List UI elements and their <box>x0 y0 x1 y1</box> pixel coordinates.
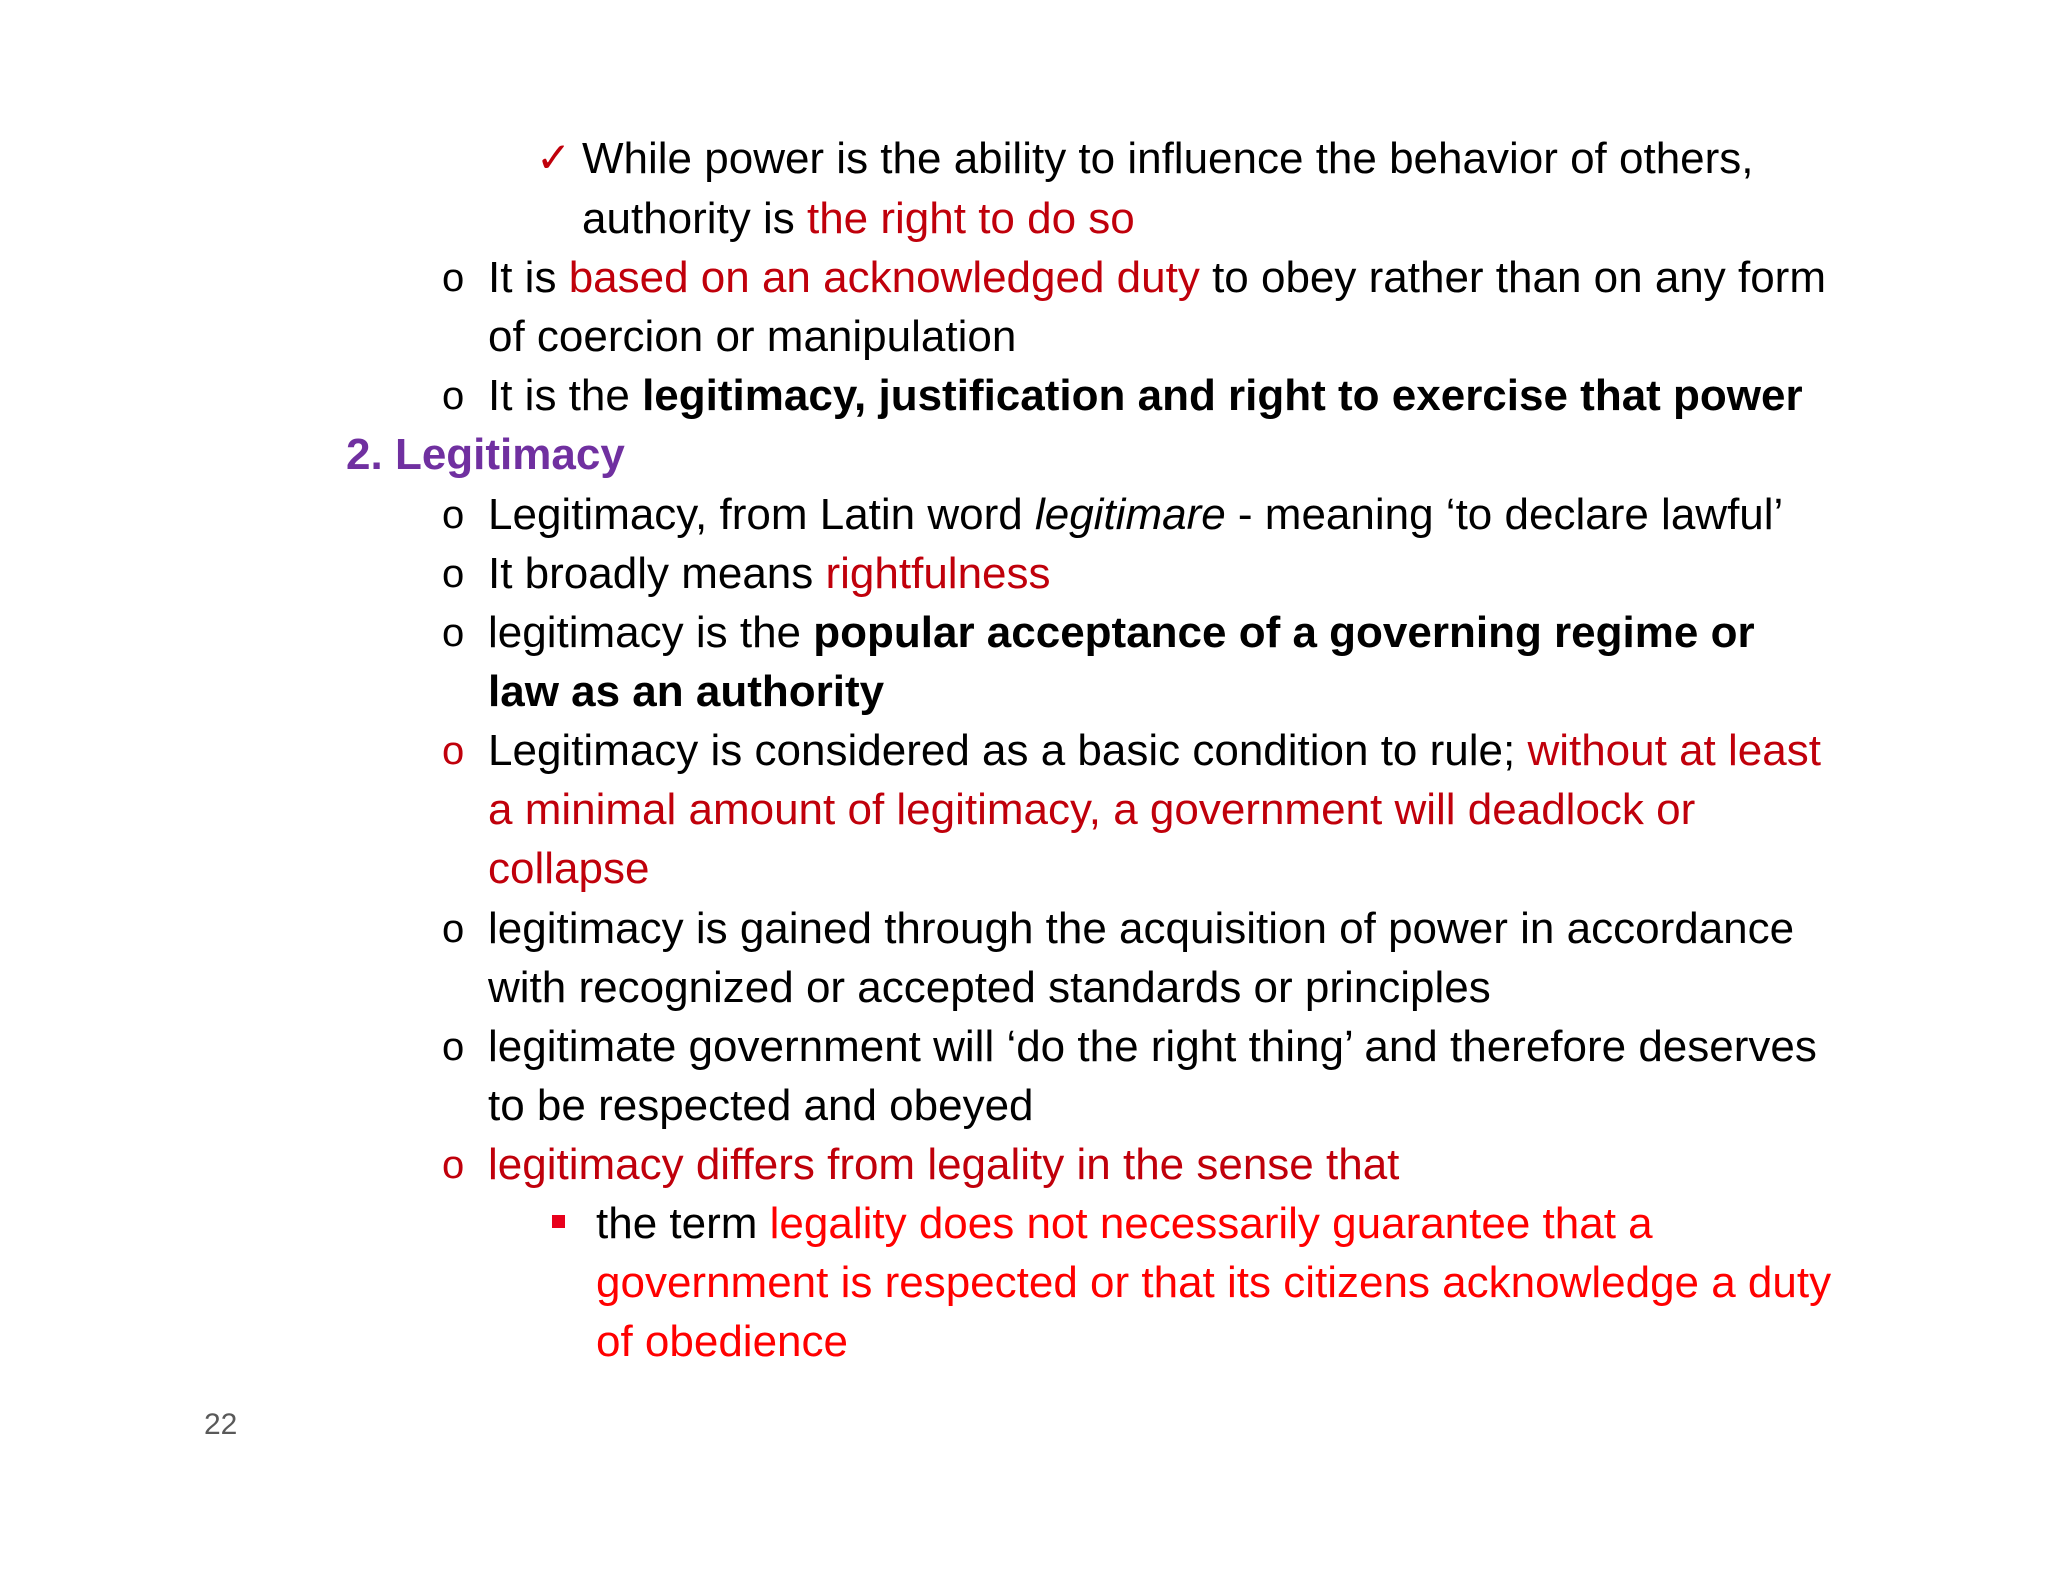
check-item-line-2: authority is the right to do so <box>582 194 1135 243</box>
sub-bullet-line-3: of obedience <box>596 1317 848 1366</box>
bullet-5-line-1: legitimacy is the popular acceptance of a governing regime or <box>488 608 1755 657</box>
bullet-6-line-3: collapse <box>488 844 650 893</box>
page-number: 22 <box>204 1408 238 1441</box>
bullet-7-line-1: legitimacy is gained through the acquisition of power in accordance <box>488 904 1795 953</box>
bullet-1-line-1: It is based on an acknowledged duty to obey rather than on any form <box>488 253 1826 302</box>
circle-bullet-icon: o <box>442 907 465 951</box>
bullet-1-line-2: of coercion or manipulation <box>488 312 1017 361</box>
bullet-6-line-1: Legitimacy is considered as a basic condition to rule; without at least <box>488 726 1821 775</box>
circle-bullet-icon: o <box>442 493 465 537</box>
section-heading: 2. Legitimacy <box>346 430 625 479</box>
check-icon: ✓ <box>536 134 572 181</box>
bullet-3-line-1: Legitimacy, from Latin word legitimare - meaning ‘to declare lawful’ <box>488 490 1784 539</box>
bullet-7-line-2: with recognized or accepted standards or principles <box>488 963 1491 1012</box>
check-item-line-1: While power is the ability to influence the behavior of others, <box>582 134 1754 183</box>
square-bullet-icon <box>552 1215 565 1228</box>
bullet-5-line-2: law as an authority <box>488 667 885 716</box>
bullet-8-line-1: legitimate government will ‘do the right thing’ and therefore deserves <box>488 1022 1817 1071</box>
circle-bullet-icon: o <box>442 611 465 655</box>
sub-bullet-line-1: the term legality does not necessarily guarantee that a <box>596 1199 1653 1248</box>
bullet-9-line-1: legitimacy differs from legality in the sense that <box>488 1140 1400 1189</box>
circle-bullet-icon: o <box>442 1025 465 1069</box>
circle-bullet-icon: o <box>442 256 465 300</box>
bullet-8-line-2: to be respected and obeyed <box>488 1081 1034 1130</box>
circle-bullet-icon: o <box>442 552 465 596</box>
circle-bullet-icon: o <box>442 1143 465 1187</box>
circle-bullet-icon: o <box>442 374 465 418</box>
bullet-6-line-2: a minimal amount of legitimacy, a government will deadlock or <box>488 785 1696 834</box>
bullet-4-line-1: It broadly means rightfulness <box>488 549 1051 598</box>
bullet-2-line-1: It is the legitimacy, justification and right to exercise that power <box>488 371 1803 420</box>
sub-bullet-line-2: government is respected or that its citizens acknowledge a duty <box>596 1258 1832 1307</box>
circle-bullet-icon: o <box>442 729 465 773</box>
